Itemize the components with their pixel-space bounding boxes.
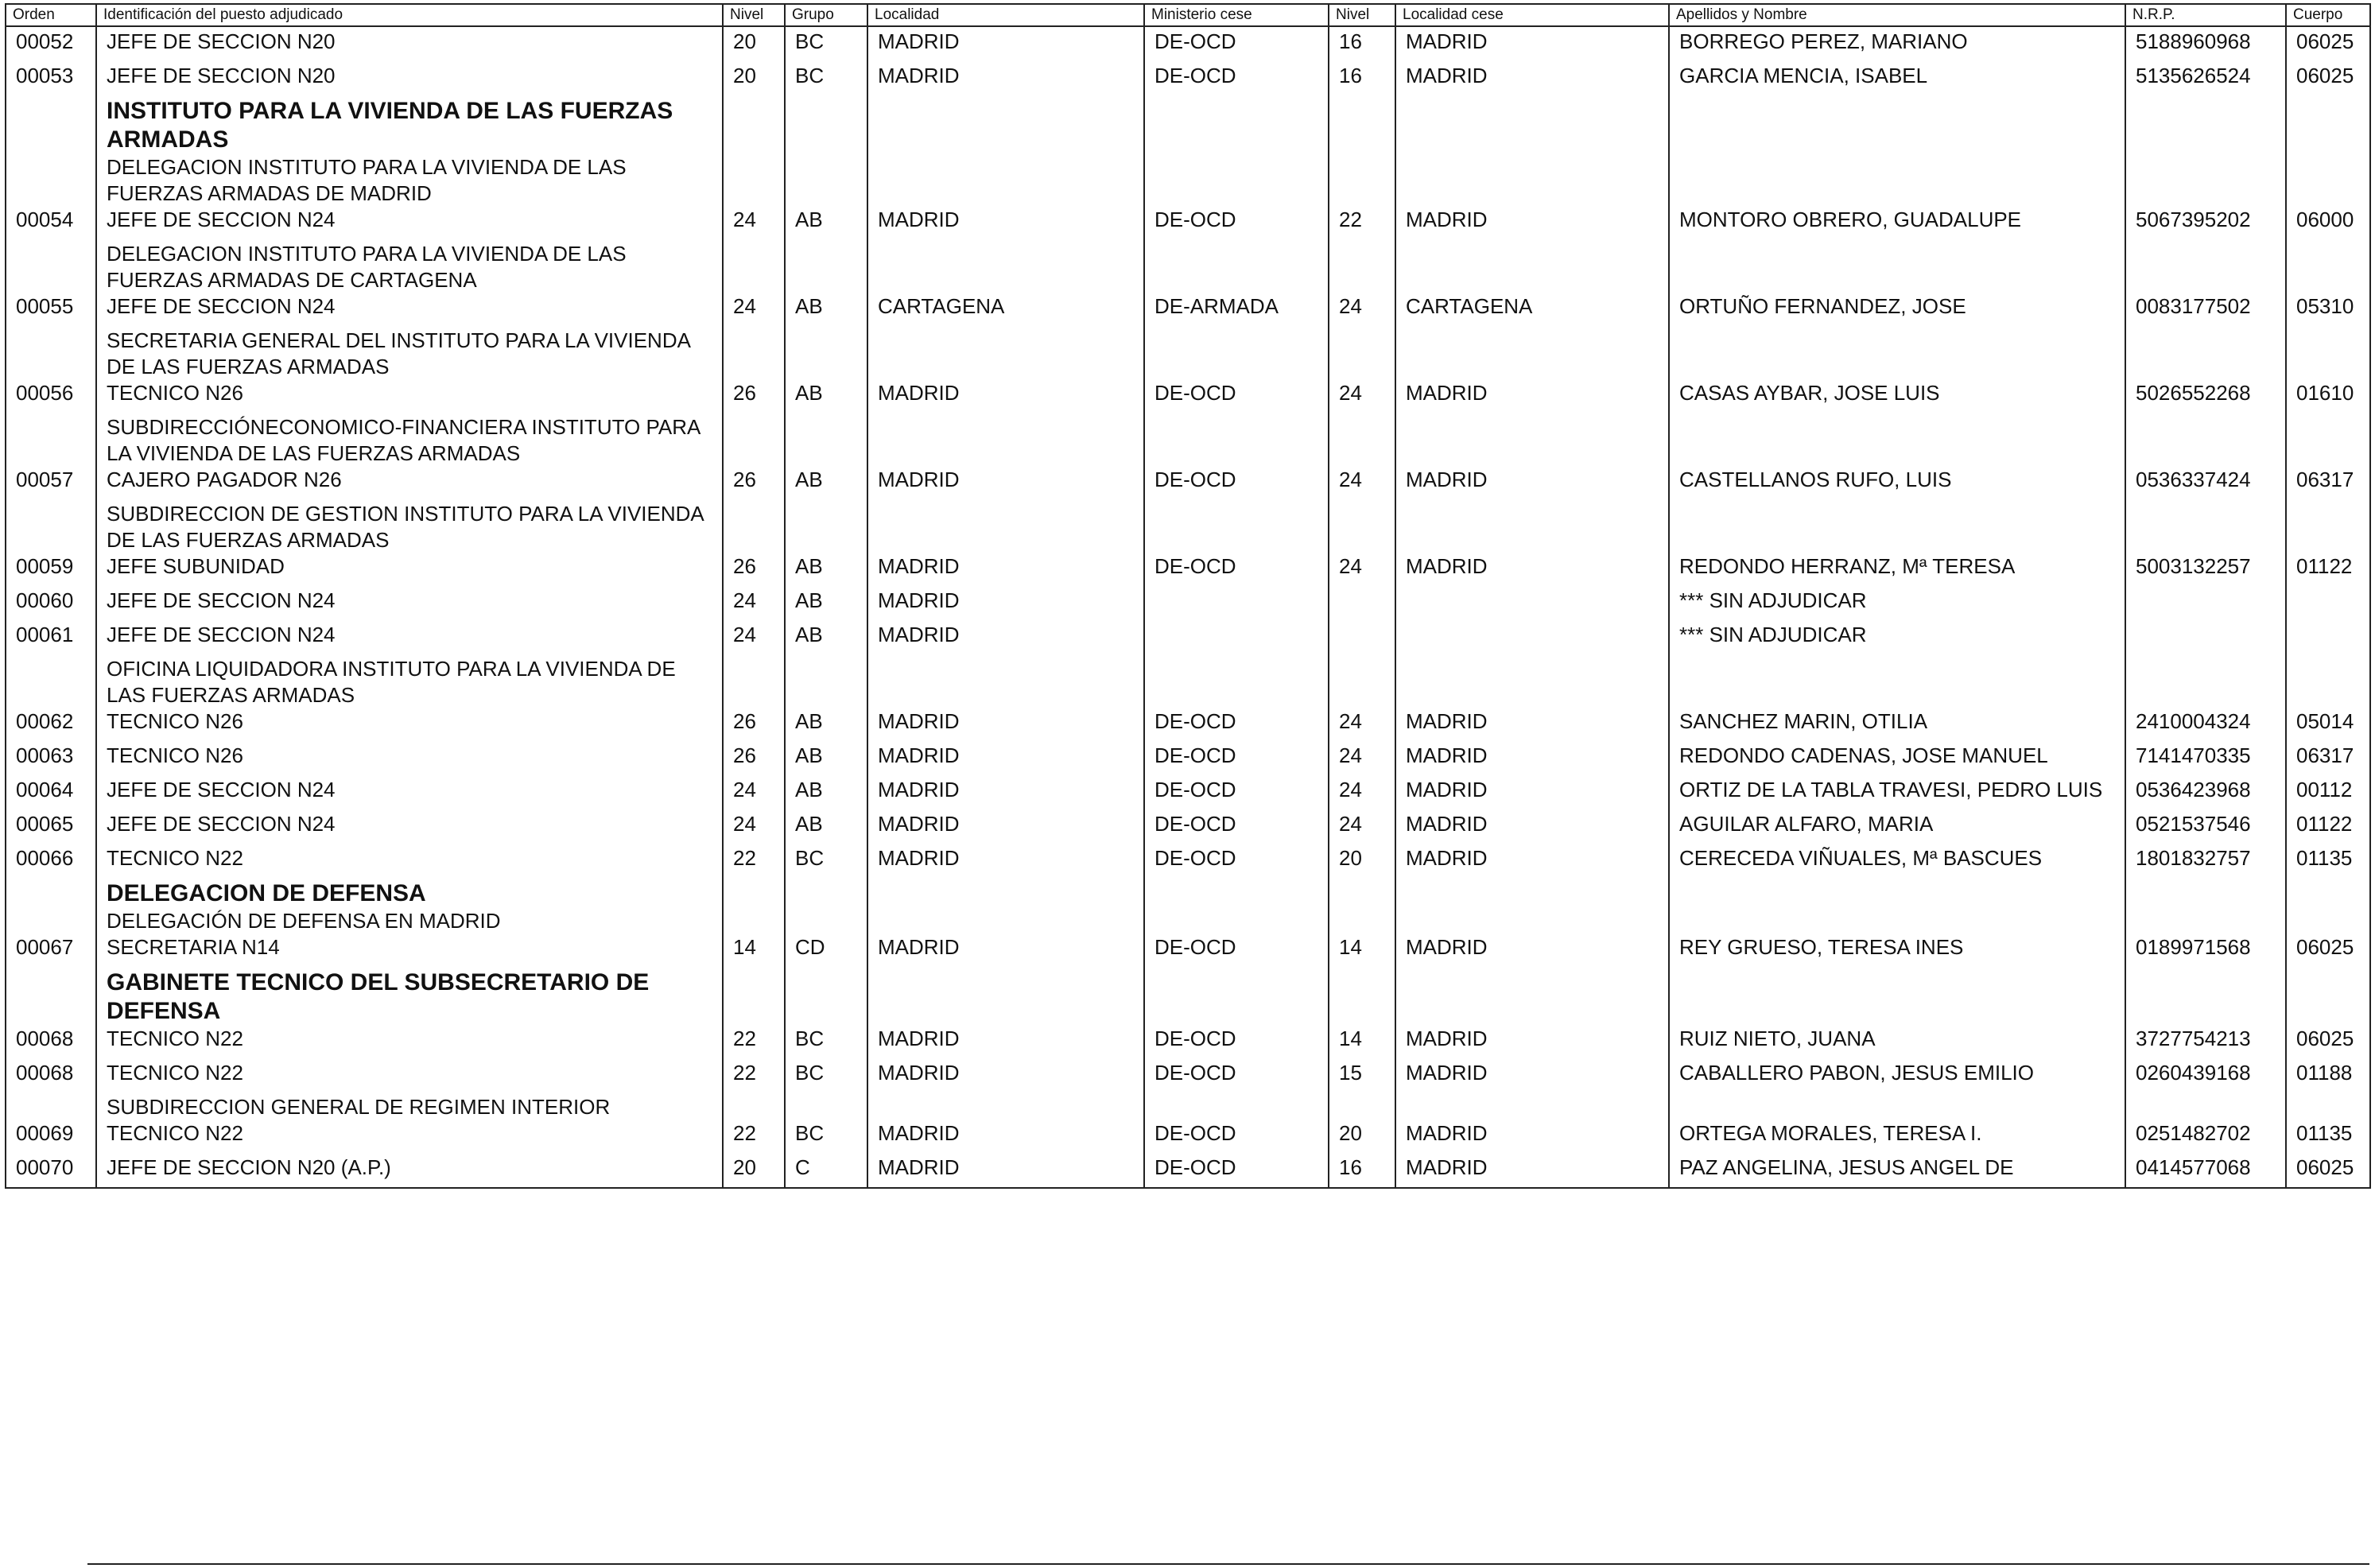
puesto-cell [96,499,723,586]
localidad-cese-cell: MADRID [1395,775,1669,809]
cuerpo-cell: 05014 [2286,654,2370,741]
nivel-cese-cell: 24 [1329,809,1395,844]
grupo-cell: C [785,1153,867,1188]
localidad-cell: MADRID [867,586,1144,620]
nrp-cell: 0536337424 [2125,413,2286,499]
post-label: TECNICO N22 [107,1027,243,1050]
orden-cell: 00060 [6,586,96,620]
ministerio-cese-cell: DE-OCD [1144,26,1329,61]
apellidos-nombre-cell: GARCIA MENCIA, ISABEL [1669,61,2125,95]
orden-cell: 00068 [6,967,96,1058]
post-label: TECNICO N26 [107,743,243,767]
bottom-rule [87,1563,2369,1565]
orden-cell: 00061 [6,620,96,654]
nivel-cese-cell: 24 [1329,654,1395,741]
puesto-cell [96,326,723,413]
nivel-cell: 24 [723,239,785,326]
nrp-cell [2125,586,2286,620]
col-header-localidad: Localidad [867,4,1144,26]
table-row [6,61,2370,95]
puesto-cell [96,620,723,654]
col-header-localidad-cese: Localidad cese [1395,4,1669,26]
sub-unit-label: DELEGACION INSTITUTO PARA LA VIVIENDA DE LAS FUERZAS ARMADAS DE CARTAGENA [107,242,627,292]
cuerpo-cell [2286,586,2370,620]
nivel-cese-cell: 15 [1329,1058,1395,1093]
localidad-cell: MADRID [867,95,1144,239]
cuerpo-cell: 06025 [2286,967,2370,1058]
localidad-cell: MADRID [867,499,1144,586]
unit-heading: GABINETE TECNICO DEL SUBSECRETARIO DE DEFENSA [107,969,650,1024]
puesto-cell [96,654,723,741]
localidad-cese-cell: MADRID [1395,967,1669,1058]
nivel-cell: 24 [723,95,785,239]
puesto-cell [96,586,723,620]
orden-cell: 00057 [6,413,96,499]
grupo-cell: BC [785,844,867,878]
orden-cell: 00065 [6,809,96,844]
ministerio-cese-cell: DE-OCD [1144,775,1329,809]
grupo-cell: AB [785,586,867,620]
ministerio-cese-cell: DE-OCD [1144,61,1329,95]
puesto-cell [96,1153,723,1188]
cuerpo-cell: 06317 [2286,413,2370,499]
post-label: JEFE DE SECCION N24 [107,588,336,612]
col-header-grupo: Grupo [785,4,867,26]
col-header-nrp: N.R.P. [2125,4,2286,26]
orden-cell: 00068 [6,1058,96,1093]
post-label: JEFE DE SECCION N20 (A.P.) [107,1155,391,1179]
localidad-cese-cell: MADRID [1395,413,1669,499]
table-row [6,775,2370,809]
orden-cell: 00069 [6,1093,96,1153]
nrp-cell [2125,620,2286,654]
post-label: TECNICO N26 [107,709,243,733]
ministerio-cese-cell: DE-ARMADA [1144,239,1329,326]
nivel-cese-cell: 16 [1329,1153,1395,1188]
ministerio-cese-cell [1144,620,1329,654]
nivel-cell: 26 [723,326,785,413]
localidad-cell: MADRID [867,809,1144,844]
localidad-cese-cell: MADRID [1395,1153,1669,1188]
localidad-cell: MADRID [867,26,1144,61]
puesto-cell [96,741,723,775]
nrp-cell: 5026552268 [2125,326,2286,413]
localidad-cell: MADRID [867,878,1144,967]
table-row [6,844,2370,878]
localidad-cell: MADRID [867,1058,1144,1093]
orden-cell: 00053 [6,61,96,95]
localidad-cell: MADRID [867,413,1144,499]
orden-cell: 00056 [6,326,96,413]
post-label: JEFE DE SECCION N20 [107,64,336,87]
nrp-cell: 0260439168 [2125,1058,2286,1093]
grupo-cell: CD [785,878,867,967]
sub-unit-label: SECRETARIA GENERAL DEL INSTITUTO PARA LA VIVIENDA DE LAS FUERZAS ARMADAS [107,328,690,378]
cuerpo-cell: 05310 [2286,239,2370,326]
table-row [6,95,2370,239]
ministerio-cese-cell: DE-OCD [1144,1058,1329,1093]
orden-cell: 00067 [6,878,96,967]
grupo-cell: AB [785,809,867,844]
table-body [6,26,2370,1188]
localidad-cese-cell: MADRID [1395,326,1669,413]
apellidos-nombre-cell: ORTEGA MORALES, TERESA I. [1669,1093,2125,1153]
cuerpo-cell: 06025 [2286,61,2370,95]
ministerio-cese-cell: DE-OCD [1144,326,1329,413]
cuerpo-cell: 01135 [2286,1093,2370,1153]
apellidos-nombre-cell: *** SIN ADJUDICAR [1669,586,2125,620]
nivel-cell: 26 [723,499,785,586]
grupo-cell: AB [785,499,867,586]
nivel-cese-cell: 16 [1329,26,1395,61]
col-header-orden: Orden [6,4,96,26]
nrp-cell: 5188960968 [2125,26,2286,61]
post-label: JEFE DE SECCION N24 [107,208,336,231]
localidad-cell: MADRID [867,1093,1144,1153]
cuerpo-cell: 00112 [2286,775,2370,809]
sub-unit-label: SUBDIRECCION DE GESTION INSTITUTO PARA LA VIVIENDA DE LAS FUERZAS ARMADAS [107,502,704,552]
localidad-cell: MADRID [867,775,1144,809]
post-label: TECNICO N22 [107,1061,243,1085]
orden-cell: 00054 [6,95,96,239]
ministerio-cese-cell: DE-OCD [1144,844,1329,878]
localidad-cese-cell [1395,586,1669,620]
col-header-puesto: Identificación del puesto adjudicado [96,4,723,26]
col-header-nivel: Nivel [723,4,785,26]
post-label: TECNICO N26 [107,381,243,405]
table-row [6,1093,2370,1153]
nivel-cese-cell: 20 [1329,844,1395,878]
nrp-cell: 1801832757 [2125,844,2286,878]
nivel-cell: 20 [723,26,785,61]
apellidos-nombre-cell: REY GRUESO, TERESA INES [1669,878,2125,967]
table-row [6,586,2370,620]
nivel-cese-cell: 24 [1329,239,1395,326]
post-label: JEFE DE SECCION N24 [107,294,336,318]
nivel-cell: 24 [723,620,785,654]
grupo-cell: AB [785,413,867,499]
nivel-cell: 22 [723,1093,785,1153]
nivel-cell: 24 [723,809,785,844]
table-row [6,239,2370,326]
localidad-cell: MADRID [867,967,1144,1058]
grupo-cell: BC [785,61,867,95]
apellidos-nombre-cell: REDONDO HERRANZ, Mª TERESA [1669,499,2125,586]
puesto-cell [96,809,723,844]
localidad-cese-cell: CARTAGENA [1395,239,1669,326]
localidad-cell: MADRID [867,654,1144,741]
sub-unit-label: SUBDIRECCION GENERAL DE REGIMEN INTERIOR [107,1095,611,1119]
cuerpo-cell: 06025 [2286,878,2370,967]
localidad-cell: MADRID [867,61,1144,95]
ministerio-cese-cell: DE-OCD [1144,741,1329,775]
nrp-cell: 0083177502 [2125,239,2286,326]
nivel-cell: 24 [723,586,785,620]
nrp-cell: 5067395202 [2125,95,2286,239]
puesto-cell [96,844,723,878]
localidad-cese-cell: MADRID [1395,61,1669,95]
cuerpo-cell: 06025 [2286,26,2370,61]
post-label: JEFE DE SECCION N24 [107,623,336,646]
orden-cell: 00059 [6,499,96,586]
puesto-cell [96,413,723,499]
apellidos-nombre-cell: REDONDO CADENAS, JOSE MANUEL [1669,741,2125,775]
table-row [6,413,2370,499]
localidad-cese-cell: MADRID [1395,1093,1669,1153]
sub-unit-label: OFICINA LIQUIDADORA INSTITUTO PARA LA VIVIENDA DE LAS FUERZAS ARMADAS [107,657,676,707]
puesto-cell [96,878,723,967]
col-header-nivel-cese: Nivel [1329,4,1395,26]
nrp-cell: 7141470335 [2125,741,2286,775]
table-row [6,809,2370,844]
grupo-cell: AB [785,95,867,239]
grupo-cell: BC [785,26,867,61]
ministerio-cese-cell: DE-OCD [1144,413,1329,499]
unit-heading: DELEGACION DE DEFENSA [107,880,426,906]
localidad-cese-cell: MADRID [1395,654,1669,741]
apellidos-nombre-cell: *** SIN ADJUDICAR [1669,620,2125,654]
grupo-cell: BC [785,967,867,1058]
nivel-cell: 26 [723,413,785,499]
sub-unit-label: DELEGACION INSTITUTO PARA LA VIVIENDA DE LAS FUERZAS ARMADAS DE MADRID [107,155,627,205]
cuerpo-cell: 01122 [2286,809,2370,844]
col-header-cuerpo: Cuerpo [2286,4,2370,26]
nrp-cell: 0251482702 [2125,1093,2286,1153]
cuerpo-cell [2286,620,2370,654]
post-label: JEFE DE SECCION N20 [107,29,336,53]
localidad-cell: MADRID [867,326,1144,413]
apellidos-nombre-cell: AGUILAR ALFARO, MARIA [1669,809,2125,844]
table-row [6,1153,2370,1188]
table-row [6,499,2370,586]
ministerio-cese-cell: DE-OCD [1144,1093,1329,1153]
col-header-ministerio-cese: Ministerio cese [1144,4,1329,26]
ministerio-cese-cell: DE-OCD [1144,967,1329,1058]
localidad-cell: MADRID [867,741,1144,775]
table-row [6,654,2370,741]
nivel-cese-cell: 16 [1329,61,1395,95]
cuerpo-cell: 06000 [2286,95,2370,239]
puesto-cell [96,967,723,1058]
ministerio-cese-cell: DE-OCD [1144,1153,1329,1188]
localidad-cell: MADRID [867,844,1144,878]
table-row [6,741,2370,775]
grupo-cell: AB [785,654,867,741]
apellidos-nombre-cell: ORTUÑO FERNANDEZ, JOSE [1669,239,2125,326]
localidad-cese-cell [1395,620,1669,654]
puesto-cell [96,1058,723,1093]
unit-heading: INSTITUTO PARA LA VIVIENDA DE LAS FUERZAS ARMADAS [107,98,673,153]
table-row [6,1058,2370,1093]
localidad-cese-cell: MADRID [1395,844,1669,878]
ministerio-cese-cell: DE-OCD [1144,809,1329,844]
orden-cell: 00064 [6,775,96,809]
nivel-cell: 24 [723,775,785,809]
nrp-cell: 2410004324 [2125,654,2286,741]
post-label: JEFE DE SECCION N24 [107,812,336,836]
nrp-cell: 3727754213 [2125,967,2286,1058]
nrp-cell: 0536423968 [2125,775,2286,809]
apellidos-nombre-cell: SANCHEZ MARIN, OTILIA [1669,654,2125,741]
cuerpo-cell: 01188 [2286,1058,2370,1093]
nrp-cell: 0189971568 [2125,878,2286,967]
nivel-cell: 20 [723,1153,785,1188]
grupo-cell: AB [785,620,867,654]
apellidos-nombre-cell: RUIZ NIETO, JUANA [1669,967,2125,1058]
col-header-apellidos-nombre: Apellidos y Nombre [1669,4,2125,26]
orden-cell: 00070 [6,1153,96,1188]
apellidos-nombre-cell: PAZ ANGELINA, JESUS ANGEL DE [1669,1153,2125,1188]
localidad-cell: MADRID [867,1153,1144,1188]
nrp-cell: 5135626524 [2125,61,2286,95]
post-label: TECNICO N22 [107,846,243,870]
nivel-cell: 26 [723,654,785,741]
localidad-cese-cell: MADRID [1395,95,1669,239]
nivel-cese-cell: 14 [1329,878,1395,967]
puesto-cell [96,95,723,239]
localidad-cese-cell: MADRID [1395,809,1669,844]
table-row [6,326,2370,413]
post-label: JEFE SUBUNIDAD [107,554,285,578]
nivel-cell: 22 [723,967,785,1058]
ministerio-cese-cell: DE-OCD [1144,499,1329,586]
nivel-cese-cell [1329,620,1395,654]
orden-cell: 00066 [6,844,96,878]
post-label: SECRETARIA N14 [107,935,280,959]
nrp-cell: 0414577068 [2125,1153,2286,1188]
post-label: CAJERO PAGADOR N26 [107,468,342,491]
nivel-cell: 26 [723,741,785,775]
puesto-cell [96,239,723,326]
grupo-cell: BC [785,1093,867,1153]
nivel-cese-cell: 22 [1329,95,1395,239]
localidad-cese-cell: MADRID [1395,1058,1669,1093]
nivel-cell: 22 [723,1058,785,1093]
puesto-cell [96,1093,723,1153]
orden-cell: 00052 [6,26,96,61]
puesto-cell [96,61,723,95]
table-row [6,878,2370,967]
ministerio-cese-cell: DE-OCD [1144,878,1329,967]
grupo-cell: AB [785,239,867,326]
table-row [6,620,2370,654]
ministerio-cese-cell [1144,586,1329,620]
table-header [6,4,2370,26]
ministerio-cese-cell: DE-OCD [1144,654,1329,741]
orden-cell: 00063 [6,741,96,775]
table-row [6,967,2370,1058]
grupo-cell: AB [785,741,867,775]
orden-cell: 00062 [6,654,96,741]
apellidos-nombre-cell: CERECEDA VIÑUALES, Mª BASCUES [1669,844,2125,878]
ministerio-cese-cell: DE-OCD [1144,95,1329,239]
sub-unit-label: SUBDIRECCIÓNECONOMICO-FINANCIERA INSTITUTO PARA LA VIVIENDA DE LAS FUERZAS ARMADAS [107,415,700,465]
nivel-cell: 14 [723,878,785,967]
puesto-cell [96,26,723,61]
apellidos-nombre-cell: MONTORO OBRERO, GUADALUPE [1669,95,2125,239]
localidad-cese-cell: MADRID [1395,878,1669,967]
table-row [6,26,2370,61]
grupo-cell: BC [785,1058,867,1093]
nrp-cell: 0521537546 [2125,809,2286,844]
apellidos-nombre-cell: BORREGO PEREZ, MARIANO [1669,26,2125,61]
nivel-cell: 22 [723,844,785,878]
puesto-cell [96,775,723,809]
nrp-cell: 5003132257 [2125,499,2286,586]
adjudication-table [5,3,2371,1189]
apellidos-nombre-cell: CASAS AYBAR, JOSE LUIS [1669,326,2125,413]
nivel-cese-cell: 24 [1329,326,1395,413]
orden-cell: 00055 [6,239,96,326]
grupo-cell: AB [785,775,867,809]
post-label: JEFE DE SECCION N24 [107,778,336,801]
grupo-cell: AB [785,326,867,413]
cuerpo-cell: 06025 [2286,1153,2370,1188]
apellidos-nombre-cell: CASTELLANOS RUFO, LUIS [1669,413,2125,499]
nivel-cese-cell: 24 [1329,741,1395,775]
nivel-cese-cell: 24 [1329,499,1395,586]
localidad-cell: MADRID [867,620,1144,654]
localidad-cell: CARTAGENA [867,239,1144,326]
cuerpo-cell: 06317 [2286,741,2370,775]
nivel-cell: 20 [723,61,785,95]
apellidos-nombre-cell: ORTIZ DE LA TABLA TRAVESI, PEDRO LUIS [1669,775,2125,809]
post-label: TECNICO N22 [107,1121,243,1145]
nivel-cese-cell [1329,586,1395,620]
localidad-cese-cell: MADRID [1395,26,1669,61]
nivel-cese-cell: 24 [1329,413,1395,499]
apellidos-nombre-cell: CABALLERO PABON, JESUS EMILIO [1669,1058,2125,1093]
cuerpo-cell: 01610 [2286,326,2370,413]
localidad-cese-cell: MADRID [1395,499,1669,586]
nivel-cese-cell: 24 [1329,775,1395,809]
sub-unit-label: DELEGACIÓN DE DEFENSA EN MADRID [107,909,501,933]
localidad-cese-cell: MADRID [1395,741,1669,775]
nivel-cese-cell: 20 [1329,1093,1395,1153]
nivel-cese-cell: 14 [1329,967,1395,1058]
cuerpo-cell: 01135 [2286,844,2370,878]
cuerpo-cell: 01122 [2286,499,2370,586]
